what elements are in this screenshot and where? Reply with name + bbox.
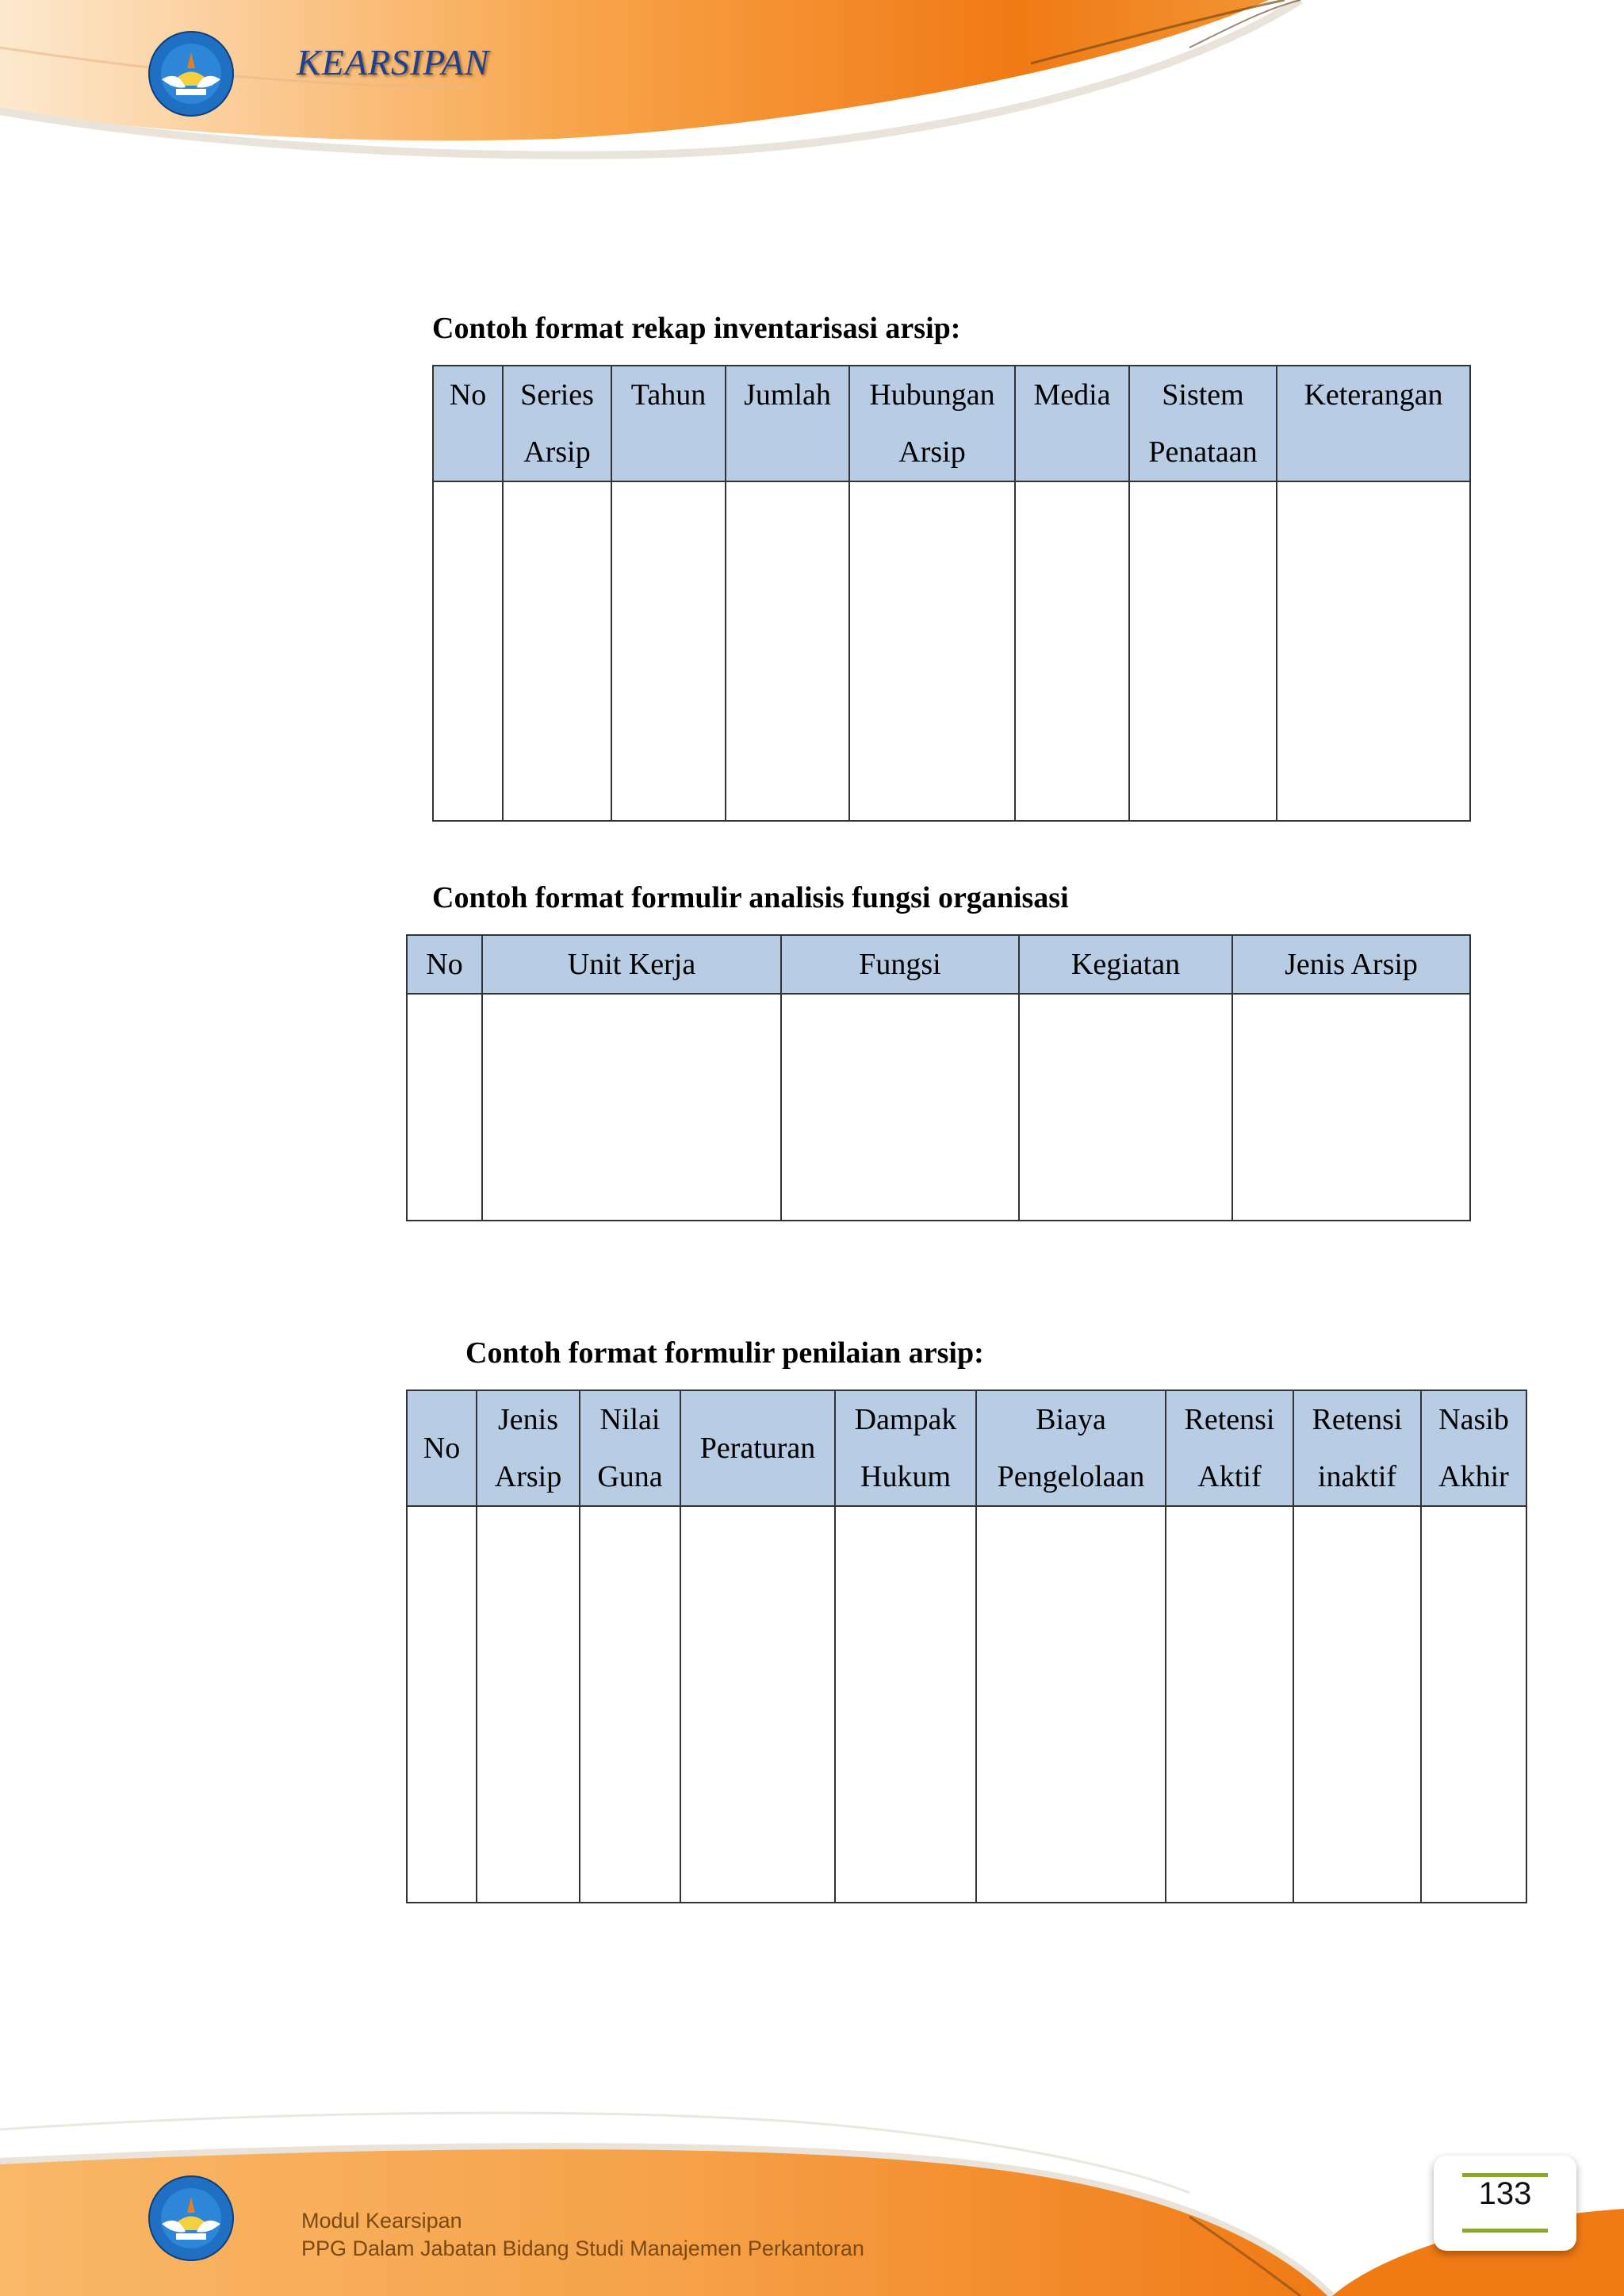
table-cell bbox=[407, 1506, 477, 1903]
header-cell: Kegiatan bbox=[1019, 935, 1232, 994]
table-row bbox=[407, 1506, 1526, 1903]
table-cell bbox=[1166, 1506, 1293, 1903]
header-cell: Unit Kerja bbox=[482, 935, 781, 994]
footer-program-name: PPG Dalam Jabatan Bidang Studi Manajemen Perkantoran bbox=[301, 2237, 864, 2260]
table-row bbox=[407, 994, 1470, 1221]
table-cell bbox=[503, 481, 611, 821]
header-cell: Retensi Aktif bbox=[1166, 1390, 1293, 1506]
table-cell bbox=[1293, 1506, 1421, 1903]
table-cell bbox=[680, 1506, 835, 1903]
footer-module-name: Modul Kearsipan bbox=[301, 2209, 462, 2233]
header-cell: Biaya Pengelolaan bbox=[976, 1390, 1166, 1506]
header-cell: Fungsi bbox=[781, 935, 1019, 994]
page-number: 133 bbox=[1478, 2176, 1532, 2211]
section-title-penilaian-arsip: Contoh format formulir penilaian arsip: bbox=[465, 1336, 984, 1370]
table-cell bbox=[726, 481, 849, 821]
table-row bbox=[433, 481, 1470, 821]
header-cell: No bbox=[433, 366, 503, 481]
header-cell: Peraturan bbox=[680, 1390, 835, 1506]
header-cell: Series Arsip bbox=[503, 366, 611, 481]
table-rekap-inventarisasi bbox=[432, 365, 1471, 822]
table-cell bbox=[477, 1506, 580, 1903]
tut-wuri-handayani-emblem-icon bbox=[146, 2175, 236, 2262]
divider bbox=[1462, 2229, 1548, 2233]
section-title-rekap-inventarisasi: Contoh format rekap inventarisasi arsip: bbox=[432, 312, 961, 345]
table-cell bbox=[1421, 1506, 1526, 1903]
table-cell bbox=[482, 994, 781, 1221]
header-title: KEARSIPAN bbox=[297, 42, 490, 82]
header-banner bbox=[0, 0, 1624, 206]
header-cell: Nilai Guna bbox=[580, 1390, 680, 1506]
header-cell: Nasib Akhir bbox=[1421, 1390, 1526, 1506]
table-cell bbox=[1232, 994, 1470, 1221]
table-cell bbox=[781, 994, 1019, 1221]
header-cell: Jumlah bbox=[726, 366, 849, 481]
section-title-analisis-fungsi: Contoh format formulir analisis fungsi organisasi bbox=[432, 881, 1069, 914]
footer-banner bbox=[0, 2090, 1624, 2296]
table-cell bbox=[580, 1506, 680, 1903]
table-cell bbox=[849, 481, 1015, 821]
header-cell: Media bbox=[1015, 366, 1129, 481]
header-cell: Dampak Hukum bbox=[835, 1390, 976, 1506]
table-cell bbox=[1019, 994, 1232, 1221]
header-cell: Jenis Arsip bbox=[477, 1390, 580, 1506]
table-cell bbox=[1277, 481, 1470, 821]
table-cell bbox=[433, 481, 503, 821]
table-analisis-fungsi bbox=[406, 934, 1471, 1221]
header-cell: Jenis Arsip bbox=[1232, 935, 1470, 994]
header-cell: Tahun bbox=[611, 366, 726, 481]
header-cell: Retensi inaktif bbox=[1293, 1390, 1421, 1506]
table-cell bbox=[835, 1506, 976, 1903]
header-cell: Hubungan Arsip bbox=[849, 366, 1015, 481]
table-cell bbox=[1015, 481, 1129, 821]
header-cell: Sistem Penataan bbox=[1129, 366, 1277, 481]
header-cell: No bbox=[407, 1390, 477, 1506]
header-cell: Keterangan bbox=[1277, 366, 1470, 481]
table-cell bbox=[407, 994, 482, 1221]
table-cell bbox=[976, 1506, 1166, 1903]
page-number-box bbox=[1434, 2156, 1576, 2251]
table-penilaian-arsip bbox=[406, 1389, 1527, 1903]
header-cell: No bbox=[407, 935, 482, 994]
table-cell bbox=[1129, 481, 1277, 821]
table-cell bbox=[611, 481, 726, 821]
tut-wuri-handayani-emblem-icon bbox=[146, 30, 236, 117]
